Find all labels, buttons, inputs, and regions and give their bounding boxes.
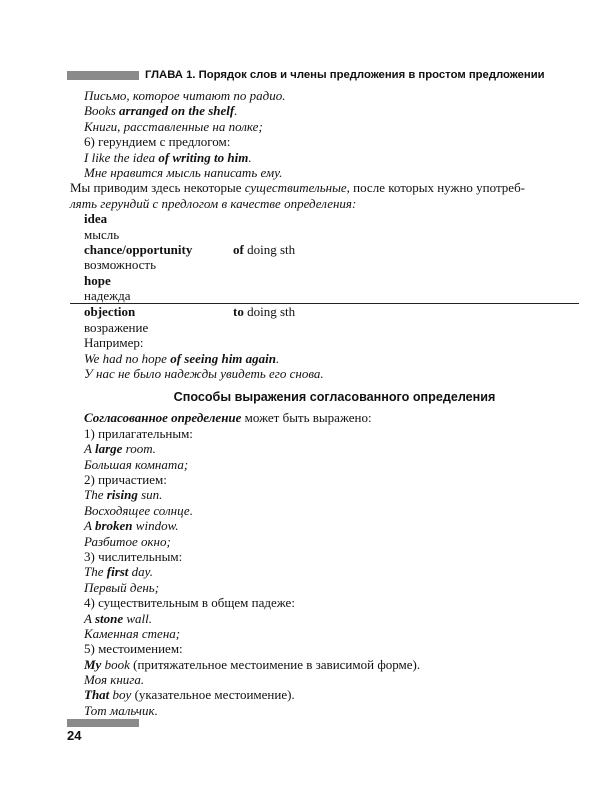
- ru-translation: Первый день;: [84, 579, 160, 595]
- en-example: I like the idea of writing to him.: [84, 149, 252, 165]
- rule-item-label: 6) герундием с предлогом:: [84, 134, 231, 150]
- en-example: A stone wall.: [84, 610, 153, 626]
- ru-translation: Восходящее солнце.: [84, 502, 193, 518]
- noun-word: idea: [84, 211, 108, 227]
- page-number: 24: [67, 728, 82, 743]
- ru-translation: Каменная стена;: [84, 625, 181, 641]
- footer-bar: [67, 719, 139, 727]
- paragraph-line: Мы приводим здесь некоторые существительные, после которых нужно употреб-: [70, 180, 526, 196]
- noun-row: [84, 304, 575, 319]
- noun-translation: возможность: [84, 257, 157, 273]
- ru-translation: Моя книга.: [84, 672, 145, 688]
- ru-translation: У нас не было надежды увидеть его снова.: [84, 366, 324, 382]
- ru-translation: Большая комната;: [84, 456, 189, 472]
- noun-list: [84, 211, 575, 335]
- en-example: Books arranged on the shelf.: [84, 103, 238, 119]
- noun-word: hope: [84, 272, 111, 288]
- en-example: A large room.: [84, 441, 156, 457]
- section-intro: Согласованное определение может быть выражено:: [84, 410, 372, 426]
- ru-translation: Мне нравится мысль написать ему.: [84, 164, 283, 180]
- ru-translation: Книги, расставленные на полке;: [84, 118, 263, 134]
- noun-complement: to doing sth: [233, 304, 296, 320]
- rule-item-label: 3) числительным:: [84, 548, 183, 564]
- noun-complement: of doing sth: [233, 241, 296, 257]
- rule-item-label: 1) прилагательным:: [84, 425, 193, 441]
- header-bar: [67, 71, 139, 80]
- en-example: A broken window.: [84, 518, 179, 534]
- noun-row: [84, 242, 575, 257]
- noun-translation: надежда: [84, 288, 131, 304]
- page-body: [70, 88, 575, 718]
- rule-item-label: 4) существительным в общем падеже:: [84, 595, 295, 611]
- example-label: Например:: [84, 335, 144, 351]
- en-example: The rising sun.: [84, 487, 163, 503]
- en-example: That boy (указательное местоимение).: [84, 687, 295, 703]
- paragraph-line: лять герундий с предлогом в качестве определения:: [70, 195, 357, 211]
- noun-translation: возражение: [84, 319, 149, 335]
- noun-word: chance/opportunity: [84, 241, 193, 257]
- rule-item-label: 5) местоимением:: [84, 641, 183, 657]
- rule-item-label: 2) причастием:: [84, 471, 167, 487]
- ru-translation: Письмо, которое читают по радио.: [84, 88, 286, 103]
- en-example: My book (притяжательное местоимение в зависимой форме).: [84, 656, 421, 672]
- noun-word: objection: [84, 304, 136, 320]
- chapter-header: ГЛАВА 1. Порядок слов и члены предложения в простом предложении: [145, 69, 545, 81]
- noun-translation: мысль: [84, 226, 120, 242]
- en-example: We had no hope of seeing him again.: [84, 350, 280, 366]
- en-example: The first day.: [84, 564, 153, 580]
- ru-translation: Разбитое окно;: [84, 533, 171, 549]
- ru-translation: Тот мальчик.: [84, 702, 158, 718]
- section-heading: Способы выражения согласованного определения: [173, 390, 496, 405]
